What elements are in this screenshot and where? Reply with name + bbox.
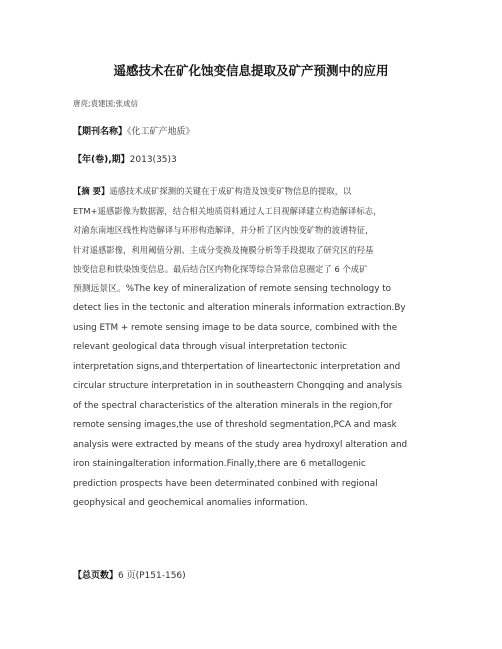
authors-line: 唐亮;袁建国;张成信 <box>73 99 139 108</box>
abstract-line: 【摘 要】遥感技术成矿探测的关键在于成矿构造及蚀变矿物信息的提取，以 <box>73 186 352 196</box>
journal-value: 《化工矿产地质》 <box>127 127 195 137</box>
abstract-block <box>73 182 433 514</box>
journal-label: 【期刊名称】 <box>73 127 128 137</box>
journal-field <box>73 125 195 139</box>
abstract-line: relevant geological data through visual interpretation tectonic <box>73 342 348 352</box>
total-pages-value: 6 页(P151-156) <box>118 571 186 581</box>
abstract-line: 预测远景区。%The key of mineralization of remote sensing technology to <box>73 283 392 294</box>
abstract-line: circular structure interpretation in in southeastern Chongqing and analysis <box>73 381 402 391</box>
year-volume-issue-value: 2013(35)3 <box>129 155 177 165</box>
abstract-line: analysis were extracted by means of the study area hydroxyl alteration and <box>73 439 408 450</box>
document-title: 遥感技术在矿化蚀变信息提取及矿产预测中的应用 <box>113 63 389 78</box>
year-volume-issue-label: 【年(卷),期】 <box>73 155 130 165</box>
abstract-line: iron stainingalteration information.Finally,there are 6 metallogenic <box>73 459 366 469</box>
abstract-line: using ETM + remote sensing image to be data source, combined with the <box>73 322 398 333</box>
abstract-line: 蚀变信息和铁染蚀变信息。最后结合区内物化探等综合异常信息圈定了 6 个成矿 <box>73 264 368 274</box>
abstract-line: prediction prospects have been determinated conbined with regional <box>73 478 378 489</box>
total-pages-field <box>73 569 186 583</box>
abstract-line: 对渝东南地区线性构造解译与环形构造解译，并分析了区内蚀变矿物的波谱特征， <box>73 225 374 235</box>
abstract-line: ETM+遥感影像为数据源，结合相关地质资料通过人工目视解译建立构造解译标志， <box>73 205 382 216</box>
abstract-line: interpretation signs,and thterpertation of lineartectonic interpretation and <box>73 361 401 372</box>
abstract-line: remote sensing images,the use of threshold segmentation,PCA and mask <box>73 420 397 430</box>
abstract-line: detect lies in the tectonic and alteration minerals information extraction.By <box>73 303 406 313</box>
year-volume-issue-field <box>73 153 177 167</box>
abstract-label: 【摘 要】 <box>73 186 110 196</box>
abstract-line: geophysical and geochemical anomalies information. <box>73 498 308 508</box>
total-pages-label: 【总页数】 <box>73 571 119 581</box>
abstract-line: 针对遥感影像，利用阈值分割、主成分变换及掩膜分析等手段提取了研究区的羟基 <box>73 244 374 255</box>
abstract-line: of the spectral characteristics of the alteration minerals in the region,for <box>73 400 393 411</box>
